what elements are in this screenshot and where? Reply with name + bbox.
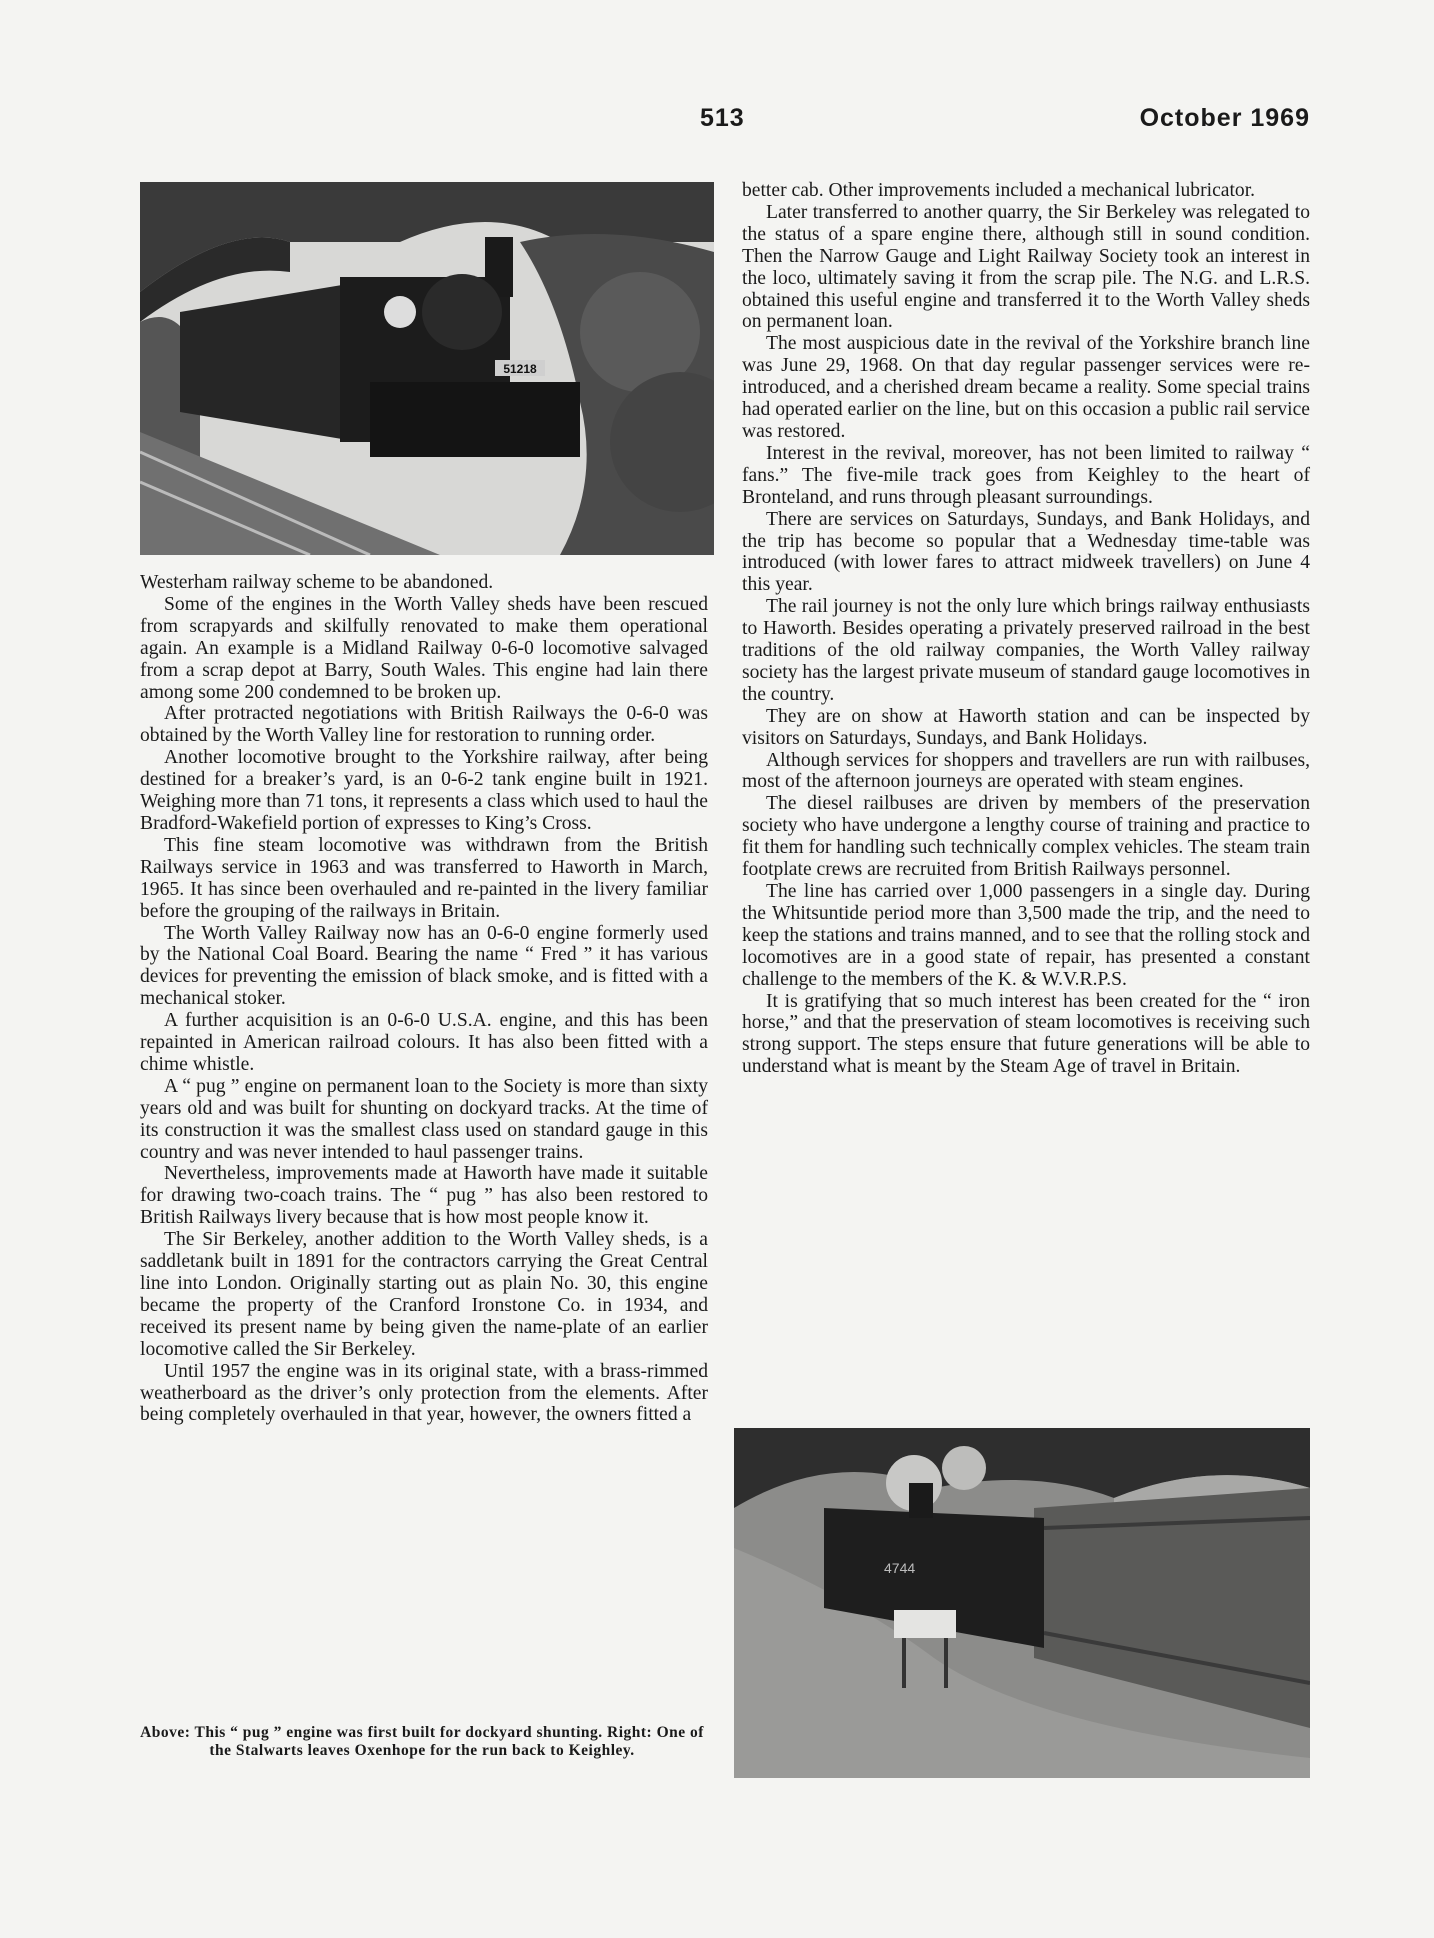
- left-text-column: [140, 572, 708, 1426]
- pug-engine-photo: [140, 182, 714, 555]
- paragraph: This fine steam locomotive was withdrawn from the British Railways service in 1963 and was transferred to Haworth in March, 1965. It has since been overhauled and re-painted in the livery familiar before the grouping of the railways in Britain.: [140, 834, 708, 922]
- paragraph: Later transferred to another quarry, the Sir Berkeley was relegated to the status of a spare engine there, although still in sound condition. Then the Narrow Gauge and Light Railway Society took an interest in the loco, ultimately saving it from the scrap pile. The N.G. and L.R.S. obtained this useful engine and transferred it to the Worth Valley sheds on permanent loan.: [742, 201, 1310, 333]
- stalwarts-train-photo: [734, 1428, 1310, 1778]
- paragraph: The diesel railbuses are driven by members of the preservation society who have undergone a lengthy course of training and practice to fit them for handling such technically complex vehicles. The steam train footplate crews are recruited from British Railways personnel.: [742, 793, 1310, 881]
- paragraph: The most auspicious date in the revival of the Yorkshire branch line was June 29, 1968. On that day regular passenger services were re-introduced, and a cherished dream became a reality. Some special trains had operated earlier on the line, but on this occasion a public rail service was restored.: [742, 333, 1311, 442]
- paragraph: Nevertheless, improvements made at Haworth have made it suitable for drawing two-coach trains. The “ pug ” has also been restored to British Railways livery because that is how most people know it.: [140, 1163, 708, 1229]
- page-number: 513: [700, 104, 745, 132]
- paragraph: Although services for shoppers and travellers are run with railbuses, most of the afternoon journeys are operated with steam engines.: [742, 749, 1310, 793]
- pug-engine-illustration: [140, 182, 714, 555]
- paragraph: Westerham railway scheme to be abandoned.: [140, 572, 494, 593]
- locomotive-number: 4744: [884, 1560, 916, 1576]
- paragraph: The rail journey is not the only lure which brings railway enthusiasts to Haworth. Besides operating a privately preserved railroad in the best traditions of the old railway companies, the Worth Valley railway society has the largest private museum of standard gauge locomotives in the country.: [742, 596, 1310, 705]
- stalwarts-train-illustration: [734, 1428, 1310, 1778]
- paragraph: better cab. Other improvements included a mechanical lubricator.: [742, 180, 1256, 201]
- issue-date: October 1969: [1139, 104, 1310, 132]
- locomotive-number-plate: 51218: [503, 362, 537, 376]
- paragraph: A “ pug ” engine on permanent loan to the Society is more than sixty years old and was built for shunting on dockyard tracks. At the time of its construction it was the smallest class used on standard gauge in this country and was never intended to haul passenger trains.: [140, 1075, 708, 1163]
- paragraph: It is gratifying that so much interest has been created for the “ iron horse,” and that the preservation of steam locomotives is receiving such strong support. The steps ensure that future generations will be able to understand what is meant by the Steam Age of travel in Britain.: [742, 990, 1310, 1078]
- page-header: [0, 104, 1434, 140]
- photo-caption: Above: This “ pug ” engine was first built for dockyard shunting. Right: One of the Stalwarts leaves Oxenhope for the run back to Keighley.: [140, 1724, 704, 1759]
- paragraph: Some of the engines in the Worth Valley sheds have been rescued from scrapyards and skilfully renovated to make them operational again. An example is a Midland Railway 0-6-0 locomotive salvaged from a scrap depot at Barry, South Wales. This engine had lain there among some 200 condemned to be broken up.: [140, 593, 708, 703]
- paragraph: After protracted negotiations with British Railways the 0-6-0 was obtained by the Worth Valley line for restoration to running order.: [140, 703, 708, 747]
- right-text-column: [742, 180, 1310, 1078]
- paragraph: The line has carried over 1,000 passengers in a single day. During the Whitsuntide period more than 3,500 made the trip, and the need to keep the stations and trains manned, and to see that the rolling stock and locomotives are in a good state of repair, has presented a constant challenge to the members of the K. & W.V.R.P.S.: [742, 881, 1310, 990]
- paragraph: There are services on Saturdays, Sundays, and Bank Holidays, and the trip has become so popular that a Wednesday time-table was introduced (with lower fares to attract midweek travellers) on June 4 this year.: [742, 508, 1310, 596]
- paragraph: Until 1957 the engine was in its original state, with a brass-rimmed weatherboard as the driver’s only protection from the elements. After being completely overhauled in that year, however, the owners fitted a: [140, 1360, 708, 1426]
- paragraph: They are on show at Haworth station and can be inspected by visitors on Saturdays, Sundays, and Bank Holidays.: [742, 705, 1310, 749]
- paragraph: Interest in the revival, moreover, has not been limited to railway “ fans.” The five-mile track goes from Keighley to the heart of Bronteland, and runs through pleasant surroundings.: [742, 442, 1310, 508]
- paragraph: Another locomotive brought to the Yorkshire railway, after being destined for a breaker’s yard, is an 0-6-2 tank engine built in 1921. Weighing more than 71 tons, it represents a class which used to haul the Bradford-Wakefield portion of expresses to King’s Cross.: [140, 747, 708, 834]
- paragraph: The Sir Berkeley, another addition to the Worth Valley sheds, is a saddletank built in 1891 for the contractors carrying the Great Central line into London. Originally starting out as plain No. 30, this engine became the property of the Cranford Ironstone Co. in 1934, and received its present name by being given the name-plate of an earlier locomotive called the Sir Berkeley.: [140, 1229, 708, 1360]
- paragraph: The Worth Valley Railway now has an 0-6-0 engine formerly used by the National Coal Board. Bearing the name “ Fred ” it has various devices for preventing the emission of black smoke, and is fitted with a mechanical stoker.: [140, 922, 708, 1010]
- paragraph: A further acquisition is an 0-6-0 U.S.A. engine, and this has been repainted in American railroad colours. It has also been fitted with a chime whistle.: [140, 1010, 708, 1075]
